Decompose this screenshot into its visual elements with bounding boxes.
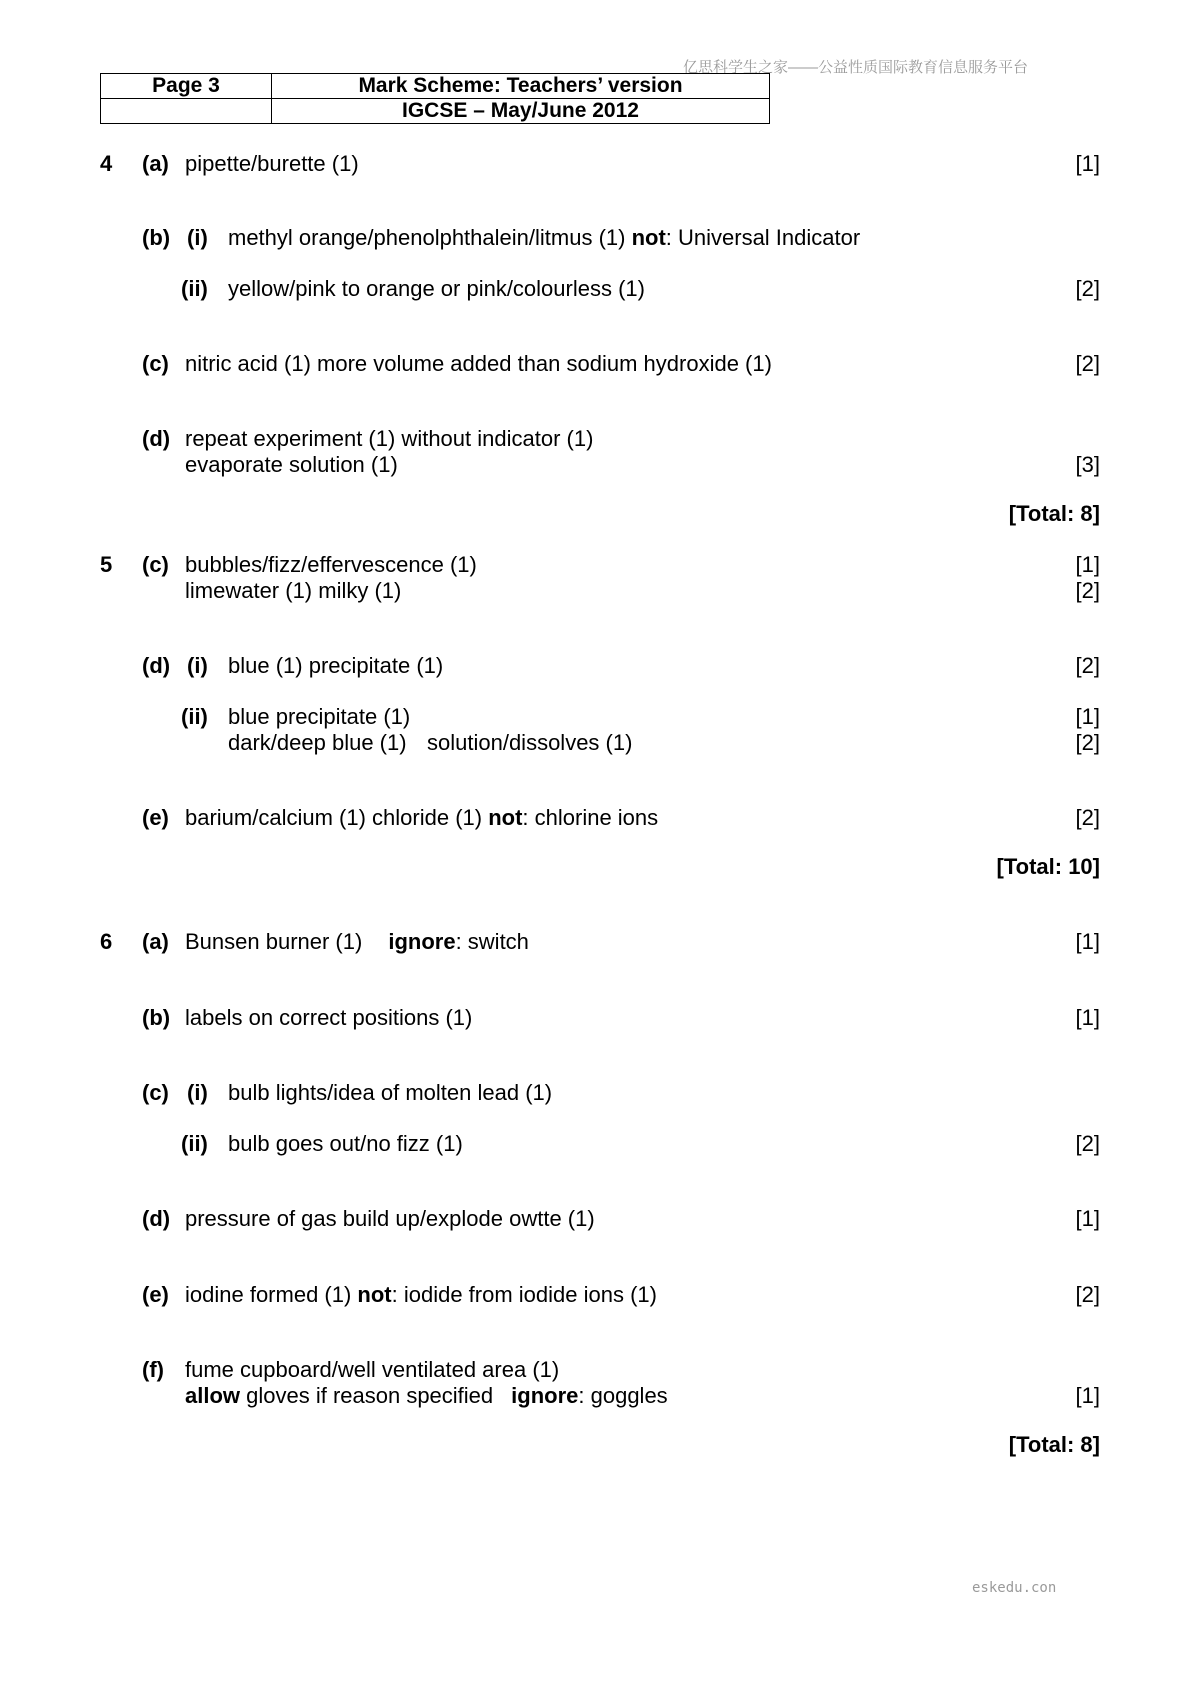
q5d-ii-line2b: solution/dissolves (1)	[427, 730, 633, 755]
q5d-i-text: blue (1) precipitate (1)	[228, 653, 444, 678]
q5d-i-label: (i)	[187, 653, 208, 678]
q6a-mark: [1]	[1075, 929, 1100, 954]
q4b-i-label: (i)	[187, 225, 208, 250]
q5e-text: barium/calcium (1) chloride (1) not: chlorine ions	[185, 805, 659, 830]
q4d-line2: evaporate solution (1)	[185, 452, 398, 477]
q6b-label: (b)	[142, 1005, 171, 1030]
q5d-ii-line2a: dark/deep blue (1)	[228, 730, 407, 755]
q4b-ii-label: (ii)	[181, 276, 208, 301]
q5c-line1: bubbles/fizz/effervescence (1)	[185, 552, 477, 577]
q4a-label: (a)	[142, 151, 169, 176]
q4b-i-text: methyl orange/phenolphthalein/litmus (1) not: Universal Indicator	[228, 225, 861, 250]
q6c-mark: [2]	[1075, 1131, 1100, 1156]
watermark-bottom: eskedu.con	[972, 1580, 1057, 1596]
q6d-label: (d)	[142, 1206, 171, 1231]
question-4-number: 4	[100, 151, 113, 176]
q5d-label: (d)	[142, 653, 171, 678]
q5e-mark: [2]	[1075, 805, 1100, 830]
q5-total: [Total: 10]	[996, 854, 1100, 879]
q6e-text: iodine formed (1) not: iodide from iodide ions (1)	[185, 1282, 657, 1307]
q5d-ii-mark2: [2]	[1075, 730, 1100, 755]
q6c-i-text: bulb lights/idea of molten lead (1)	[228, 1080, 553, 1105]
q6-total: [Total: 8]	[1008, 1432, 1100, 1457]
q4c-text: nitric acid (1) more volume added than sodium hydroxide (1)	[185, 351, 772, 376]
q4c-label: (c)	[142, 351, 169, 376]
q6e-label: (e)	[142, 1282, 169, 1307]
q4-total: [Total: 8]	[1008, 501, 1100, 526]
q6f-line2: allow gloves if reason specified ignore: goggles	[185, 1383, 668, 1408]
q4d-mark: [3]	[1075, 452, 1100, 477]
q5c-mark1: [1]	[1075, 552, 1100, 577]
q6d-mark: [1]	[1075, 1206, 1100, 1231]
q6f-label: (f)	[142, 1357, 164, 1382]
header-title: Mark Scheme: Teachers’ version	[272, 74, 770, 99]
q5c-label: (c)	[142, 552, 169, 577]
question-6-number: 6	[100, 929, 113, 954]
q5d-ii-label: (ii)	[181, 704, 208, 729]
header-subtitle: IGCSE – May/June 2012	[272, 99, 770, 124]
q6c-ii-text: bulb goes out/no fizz (1)	[228, 1131, 463, 1156]
q6c-i-label: (i)	[187, 1080, 208, 1105]
q6c-label: (c)	[142, 1080, 169, 1105]
header-page: Page 3	[101, 74, 272, 99]
q5c-line2: limewater (1) milky (1)	[185, 578, 402, 603]
q4c-mark: [2]	[1075, 351, 1100, 376]
q6f-line1: fume cupboard/well ventilated area (1)	[185, 1357, 560, 1382]
q4b-mark: [2]	[1075, 276, 1100, 301]
header-blank-cell	[101, 99, 272, 124]
q4b-ii-text: yellow/pink to orange or pink/colourless (1)	[228, 276, 645, 301]
q5c-mark2: [2]	[1075, 578, 1100, 603]
question-5-number: 5	[100, 552, 113, 577]
q6a-text: Bunsen burner (1) ignore: switch	[185, 929, 529, 954]
q4b-label: (b)	[142, 225, 171, 250]
q5e-label: (e)	[142, 805, 169, 830]
header-table	[100, 73, 770, 124]
q5d-i-mark: [2]	[1075, 653, 1100, 678]
q6a-label: (a)	[142, 929, 169, 954]
q4a-mark: [1]	[1075, 151, 1100, 176]
q4d-label: (d)	[142, 426, 171, 451]
q4d-line1: repeat experiment (1) without indicator (1)	[185, 426, 594, 451]
q6b-text: labels on correct positions (1)	[185, 1005, 473, 1030]
q6d-text: pressure of gas build up/explode owtte (1)	[185, 1206, 595, 1231]
q5d-ii-line1: blue precipitate (1)	[228, 704, 411, 729]
q4a-text: pipette/burette (1)	[185, 151, 359, 176]
q5d-ii-mark1: [1]	[1075, 704, 1100, 729]
q6e-mark: [2]	[1075, 1282, 1100, 1307]
q6b-mark: [1]	[1075, 1005, 1100, 1030]
watermark-top: 亿思科学生之家——公益性质国际教育信息服务平台	[683, 59, 1029, 76]
q6c-ii-label: (ii)	[181, 1131, 208, 1156]
q6f-mark: [1]	[1075, 1383, 1100, 1408]
